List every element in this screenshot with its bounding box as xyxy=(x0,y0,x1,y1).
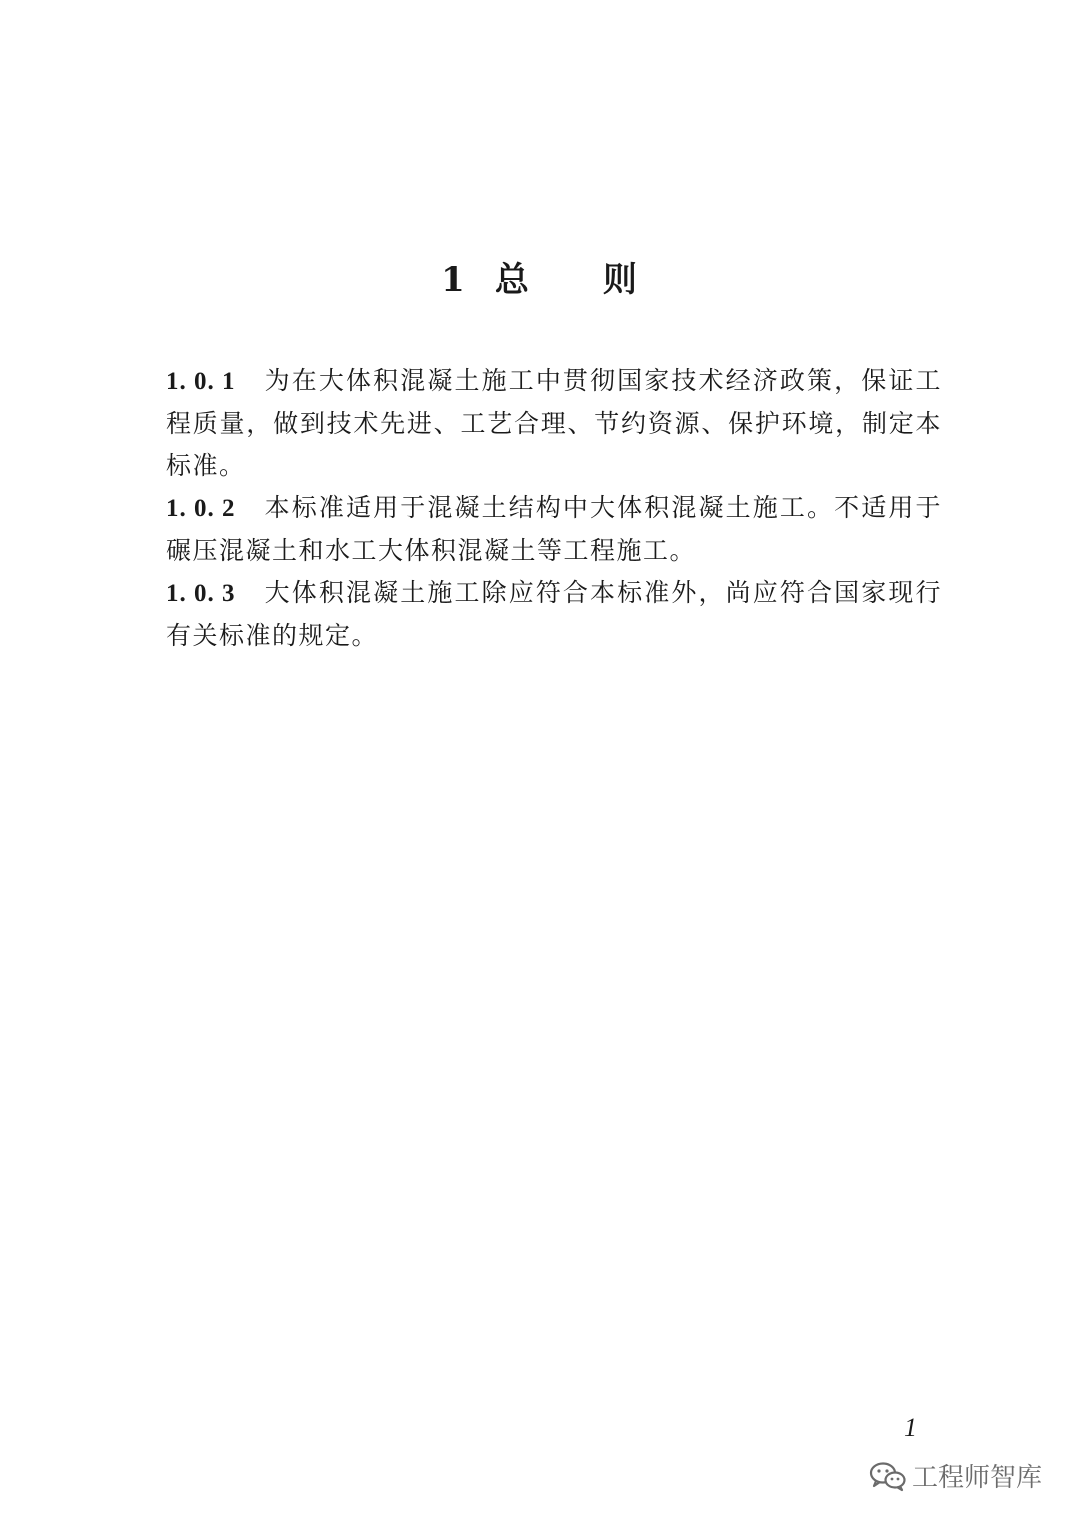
clause-text: 大体积混凝土施工除应符合本标准外，尚应符合国家现行有关标准的规定。 xyxy=(166,578,942,650)
clause-text: 为在大体积混凝土施工中贯彻国家技术经济政策，保证工程质量，做到技术先进、工艺合理、节约资源、保护环境，制定本标准。 xyxy=(166,366,942,480)
chapter-title-char-1: 总 xyxy=(494,260,531,300)
page-number: 1 xyxy=(904,1413,917,1442)
chapter-number: 1 xyxy=(441,260,467,300)
clause-number: 1. 0. 2 xyxy=(166,495,236,522)
chapter-title-char-2: 则 xyxy=(602,260,639,300)
clause-1-0-2 xyxy=(166,487,942,572)
chapter-title xyxy=(0,252,1080,301)
chapter-body xyxy=(166,360,942,657)
clause-1-0-3 xyxy=(166,572,942,657)
wechat-icon xyxy=(868,1460,908,1492)
clause-number: 1. 0. 1 xyxy=(166,368,236,395)
watermark-text: 工程师智库 xyxy=(912,1463,1043,1493)
clause-number: 1. 0. 3 xyxy=(166,580,236,607)
clause-text: 本标准适用于混凝土结构中大体积混凝土施工。不适用于碾压混凝土和水工大体积混凝土等工程施工。 xyxy=(166,493,942,565)
watermark xyxy=(868,1457,1042,1494)
clause-1-0-1 xyxy=(166,360,942,487)
